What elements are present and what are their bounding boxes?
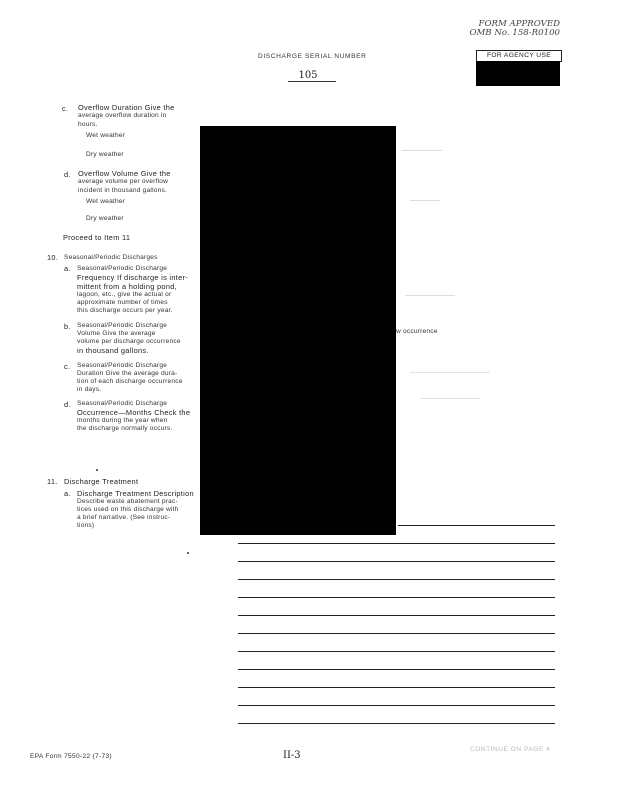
narrative-line <box>238 579 555 580</box>
item-10d-line2: Occurrence—Months Check the <box>77 408 191 417</box>
item-10a-line1: Seasonal/Periodic Discharge <box>77 265 168 272</box>
narrative-line <box>238 687 555 688</box>
item-10d-line4: the discharge normally occurs. <box>77 425 173 432</box>
item-10b-line3: volume per discharge occurrence <box>77 338 181 345</box>
item-10a-letter: a. <box>64 264 71 273</box>
narrative-line <box>238 615 555 616</box>
discharge-serial-value: 105 <box>298 70 318 81</box>
item-11a-letter: a. <box>64 489 71 498</box>
narrative-line <box>238 705 555 706</box>
item-10c-line1: Seasonal/Periodic Discharge <box>77 362 168 369</box>
faint-mark <box>410 200 440 201</box>
item-d-title: Overflow Volume Give the <box>78 169 171 178</box>
item-11a-line2: Describe waste abatement prac- <box>77 498 178 505</box>
item-11a-line1: Discharge Treatment Description <box>77 489 194 498</box>
narrative-line <box>238 723 555 724</box>
section-10-number: 10. <box>47 253 59 262</box>
item-10c-line2: Duration Give the average dura- <box>77 370 178 377</box>
item-10c-line4: in days. <box>77 386 102 393</box>
redaction-block <box>200 126 396 535</box>
item-c-title: Overflow Duration Give the <box>78 103 175 112</box>
item-c-dry-weather: Dry weather <box>86 151 124 158</box>
item-10c-line3: tion of each discharge occurrence <box>77 378 183 385</box>
faint-mark <box>402 150 442 151</box>
narrative-line <box>238 597 555 598</box>
item-10d-letter: d. <box>64 400 71 409</box>
item-c-line2: average overflow duration in <box>78 112 167 119</box>
faint-mark <box>420 398 480 399</box>
item-10c-letter: c. <box>64 362 71 371</box>
item-c-letter: c. <box>62 104 69 113</box>
item-d-line3: incident in thousand gallons. <box>78 187 168 194</box>
stray-mark-2 <box>187 552 189 554</box>
item-c-line3: hours. <box>78 121 98 128</box>
section-11-number: 11. <box>47 477 58 486</box>
item-10b-line1: Seasonal/Periodic Discharge <box>77 322 168 329</box>
page-number: II-3 <box>283 750 301 761</box>
item-d-letter: d. <box>64 170 71 179</box>
item-c-wet-weather: Wet weather <box>86 132 126 139</box>
item-10a-line3: mittent from a holding pond, <box>77 282 178 291</box>
continue-note: CONTINUE ON PAGE 4 <box>470 746 551 753</box>
item-11a-line3: tices used on this discharge with <box>77 506 179 513</box>
narrative-line <box>238 633 555 634</box>
narrative-line <box>398 525 555 526</box>
item-10b-letter: b. <box>64 322 71 331</box>
agency-use-redaction <box>476 61 560 86</box>
proceed-instruction: Proceed to Item 11 <box>63 233 131 242</box>
section-11-title: Discharge Treatment <box>64 477 139 486</box>
item-10a-line5: approximate number of times <box>77 299 168 306</box>
item-d-dry-weather: Dry weather <box>86 215 124 222</box>
form-approved-stamp <box>469 20 560 38</box>
section-10-title: Seasonal/Periodic Discharges <box>64 254 158 261</box>
item-d-wet-weather: Wet weather <box>86 198 126 205</box>
item-10a-line4: lagoon, etc., give the actual or <box>77 291 172 298</box>
narrative-line <box>238 669 555 670</box>
form-number: EPA Form 7550-22 (7-73) <box>30 753 112 760</box>
item-11a-line5: tions) <box>77 522 95 529</box>
item-10a-line6: this discharge occurs per year. <box>77 307 173 314</box>
item-10b-line4: in thousand gallons. <box>77 346 149 355</box>
faint-mark <box>405 295 455 296</box>
narrative-line <box>238 651 555 652</box>
item-10b-line2: Volume Give the average <box>77 330 156 337</box>
item-10d-line3: months during the year when <box>77 417 168 424</box>
narrative-line <box>238 561 555 562</box>
item-10d-line1: Seasonal/Periodic Discharge <box>77 400 168 407</box>
item-10a-line2: Frequency If discharge is inter- <box>77 273 189 282</box>
discharge-serial-label: DISCHARGE SERIAL NUMBER <box>258 53 367 60</box>
stray-mark <box>96 469 98 471</box>
serial-underline <box>288 81 336 82</box>
agency-use-label: FOR AGENCY USE <box>486 52 552 59</box>
item-11a-line4: a brief narrative. (See instruc- <box>77 514 171 521</box>
item-d-line2: average volume per overflow <box>78 178 169 185</box>
narrative-line <box>238 543 555 544</box>
faint-mark <box>410 372 490 373</box>
omb-number: OMB No. 158-R0100 <box>469 28 560 38</box>
item-10b-right-fragment: w occurrence <box>396 328 438 335</box>
form-approved-line1: FORM APPROVED <box>478 19 560 29</box>
